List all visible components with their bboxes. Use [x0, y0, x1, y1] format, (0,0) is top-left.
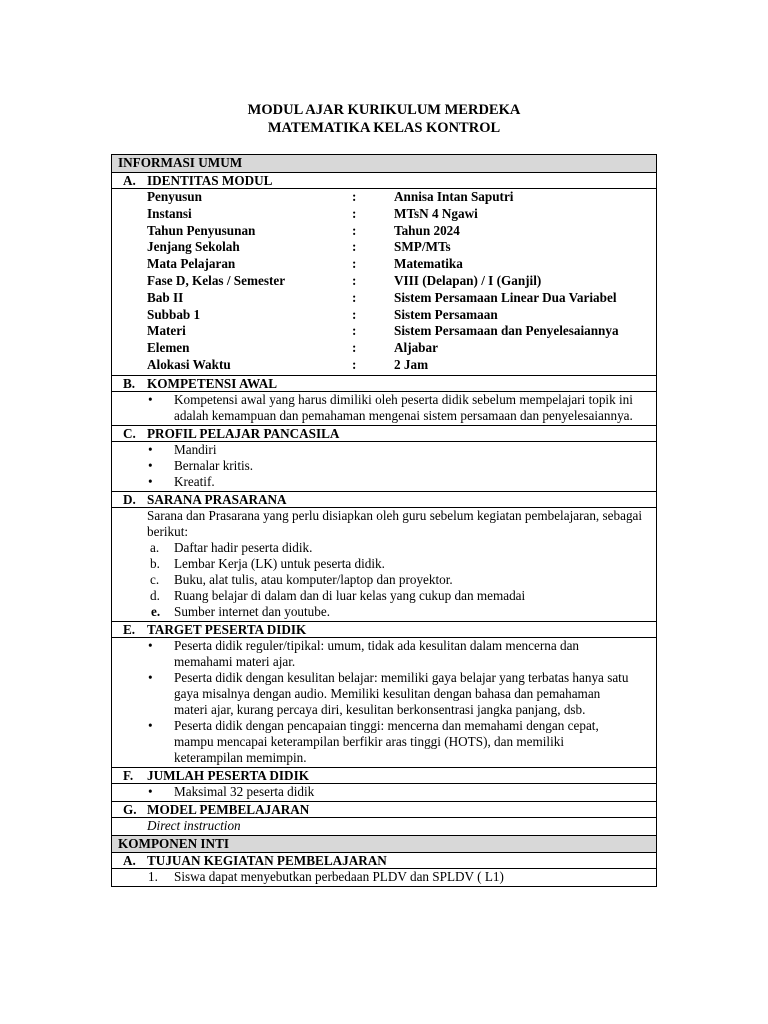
identitas-colon: : [352, 256, 357, 272]
identitas-row [112, 256, 656, 273]
identitas-key: Materi [147, 323, 186, 339]
tujuan-text: Siswa dapat menyebutkan perbedaan PLDV dan SPLDV ( L1) [174, 868, 504, 884]
identitas-row [112, 307, 656, 324]
bullet-text: Kompetensi awal yang harus dimiliki oleh peserta didik sebelum mempelajari topik ini adalah kemampuan dan pemahaman mengenai sistem persamaan dan penyelesaiannya. [174, 391, 633, 423]
section-letter: E. [123, 621, 136, 637]
section-title: KOMPETENSI AWAL [147, 375, 278, 391]
identitas-row [112, 323, 656, 340]
identitas-value: VIII (Delapan) / I (Ganjil) [394, 272, 542, 288]
identitas-value: Sistem Persamaan Linear Dua Variabel [394, 289, 617, 305]
identitas-key: Subbab 1 [147, 306, 201, 322]
sarana-item [112, 556, 656, 572]
identitas-body [112, 188, 656, 375]
identitas-colon: : [352, 306, 357, 322]
section-a-header [112, 172, 656, 188]
identitas-colon: : [352, 272, 357, 288]
jumlah-list [112, 784, 656, 800]
sarana-text: Daftar hadir peserta didik. [174, 539, 313, 555]
identitas-key: Bab II [147, 289, 184, 305]
identitas-key: Alokasi Waktu [147, 356, 231, 372]
section-f-header [112, 767, 656, 783]
identitas-colon: : [352, 323, 357, 339]
bullet-text: Mandiri [174, 441, 217, 457]
kompetensi-body [112, 391, 656, 425]
target-body [112, 637, 656, 767]
bullet-icon: • [148, 637, 153, 653]
identitas-key: Jenjang Sekolah [147, 239, 240, 255]
profil-list [112, 442, 656, 490]
module-table [111, 154, 657, 887]
bullet-item [112, 718, 656, 766]
kompetensi-list [112, 392, 656, 424]
document-title-line1: MODUL AJAR KURIKULUM MERDEKA [247, 102, 521, 118]
identitas-colon: : [352, 189, 357, 204]
bullet-text: Peserta didik dengan pencapaian tinggi: mencerna dan memahami dengan cepat, mampu mencapai keterampilan berfikir aras tinggi (HOTS), dan memiliki keterampilan memimpin. [174, 717, 599, 765]
bullet-text: Peserta didik reguler/tipikal: umum, tidak ada kesulitan dalam mencerna dan memahami materi ajar. [174, 637, 580, 669]
bullet-item [112, 392, 656, 424]
identitas-row [112, 290, 656, 307]
identitas-key: Mata Pelajaran [147, 256, 236, 272]
section-letter: G. [123, 801, 137, 817]
identitas-value: Matematika [394, 256, 463, 272]
identitas-value: Tahun 2024 [394, 222, 460, 238]
section-letter: A. [123, 852, 136, 868]
model-text: Direct instruction [147, 817, 241, 833]
identitas-value: Sistem Persamaan [394, 306, 498, 322]
sarana-marker: b. [150, 555, 160, 571]
bullet-icon: • [148, 783, 153, 799]
bullet-text: Maksimal 32 peserta didik [174, 783, 315, 799]
section-title: TUJUAN KEGIATAN PEMBELAJARAN [147, 852, 387, 868]
tujuan-body [112, 868, 656, 886]
sarana-text: Buku, alat tulis, atau komputer/laptop dan proyektor. [174, 571, 453, 587]
bullet-icon: • [148, 717, 153, 733]
bullet-text: Kreatif. [174, 473, 215, 489]
section-letter: F. [123, 767, 134, 783]
model-body [112, 817, 656, 835]
tujuan-list [112, 869, 656, 885]
bullet-item [112, 474, 656, 490]
bullet-item [112, 670, 656, 718]
section-a2-header [112, 852, 656, 868]
section-letter: C. [123, 425, 136, 441]
identitas-colon: : [352, 239, 357, 255]
sarana-intro: Sarana dan Prasarana yang perlu disiapkan oleh guru sebelum kegiatan pembelajaran, sebagai berikut: [147, 507, 643, 539]
identitas-value: Aljabar [394, 340, 438, 356]
sarana-text: Lembar Kerja (LK) untuk peserta didik. [174, 555, 385, 571]
identitas-row [112, 273, 656, 290]
sarana-item [112, 588, 656, 604]
sarana-list [112, 540, 656, 620]
bullet-item [112, 784, 656, 800]
section-title: PROFIL PELAJAR PANCASILA [147, 425, 340, 441]
bullet-text: Bernalar kritis. [174, 457, 254, 473]
identitas-value: Sistem Persamaan dan Penyelesaiannya [394, 323, 619, 339]
identitas-row [112, 239, 656, 256]
bullet-icon: • [148, 473, 153, 489]
section-title: SARANA PRASARANA [147, 491, 287, 507]
sarana-item [112, 604, 656, 620]
jumlah-body [112, 783, 656, 801]
sarana-marker: a. [150, 539, 160, 555]
section-letter: A. [123, 173, 136, 188]
section-d-header [112, 491, 656, 507]
identitas-value: Annisa Intan Saputri [394, 189, 514, 204]
identitas-key: Instansi [147, 205, 192, 221]
section-e-header [112, 621, 656, 637]
identitas-key: Elemen [147, 340, 190, 356]
identitas-key: Tahun Penyusunan [147, 222, 256, 238]
identitas-row [112, 206, 656, 223]
identitas-key: Fase D, Kelas / Semester [147, 272, 286, 288]
identitas-value: MTsN 4 Ngawi [394, 205, 478, 221]
sarana-marker: e. [151, 603, 161, 619]
identitas-colon: : [352, 340, 357, 356]
document-title-line2: MATEMATIKA KELAS KONTROL [267, 120, 501, 136]
section-g-header [112, 801, 656, 817]
identitas-value: SMP/MTs [394, 239, 451, 255]
identitas-row [112, 340, 656, 357]
bullet-icon: • [148, 669, 153, 685]
identitas-value: 2 Jam [394, 356, 429, 372]
bullet-item [112, 458, 656, 474]
sarana-marker: c. [150, 571, 160, 587]
section-title: TARGET PESERTA DIDIK [147, 621, 307, 637]
bullet-icon: • [148, 391, 153, 407]
bullet-item [112, 442, 656, 458]
section-title: MODEL PEMBELAJARAN [147, 801, 310, 817]
target-list [112, 638, 656, 766]
identitas-colon: : [352, 205, 357, 221]
identitas-row [112, 189, 656, 206]
identitas-key: Penyusun [147, 189, 202, 204]
bullet-item [112, 638, 656, 670]
section-title: IDENTITAS MODUL [147, 173, 273, 188]
identitas-colon: : [352, 222, 357, 238]
sarana-text: Sumber internet dan youtube. [174, 603, 331, 619]
sarana-item [112, 572, 656, 588]
section-letter: D. [123, 491, 136, 507]
tujuan-marker: 1. [148, 868, 158, 884]
sarana-item [112, 540, 656, 556]
section-title: JUMLAH PESERTA DIDIK [147, 767, 309, 783]
sarana-text: Ruang belajar di dalam dan di luar kelas yang cukup dan memadai [174, 587, 526, 603]
section-header-komponen-inti: KOMPONEN INTI [112, 835, 656, 852]
profil-body [112, 441, 656, 491]
bullet-icon: • [148, 457, 153, 473]
identitas-colon: : [352, 356, 357, 372]
tujuan-item [112, 869, 656, 885]
identitas-row [112, 357, 656, 374]
section-header-informasi-umum: INFORMASI UMUM [112, 155, 656, 172]
identitas-colon: : [352, 289, 357, 305]
section-b-header [112, 375, 656, 391]
bullet-text: Peserta didik dengan kesulitan belajar: memiliki gaya belajar yang terbatas hanya satu gaya misalnya dengan audio. Memiliki kesulitan dengan bahasa dan pemahaman materi ajar, kurang percaya diri, kesulitan berkonsentrasi jangka panjang, dsb. [174, 669, 629, 717]
section-c-header [112, 425, 656, 441]
bullet-icon: • [148, 441, 153, 457]
sarana-marker: d. [150, 587, 160, 603]
identitas-row [112, 223, 656, 240]
section-letter: B. [123, 375, 136, 391]
sarana-body [112, 507, 656, 621]
